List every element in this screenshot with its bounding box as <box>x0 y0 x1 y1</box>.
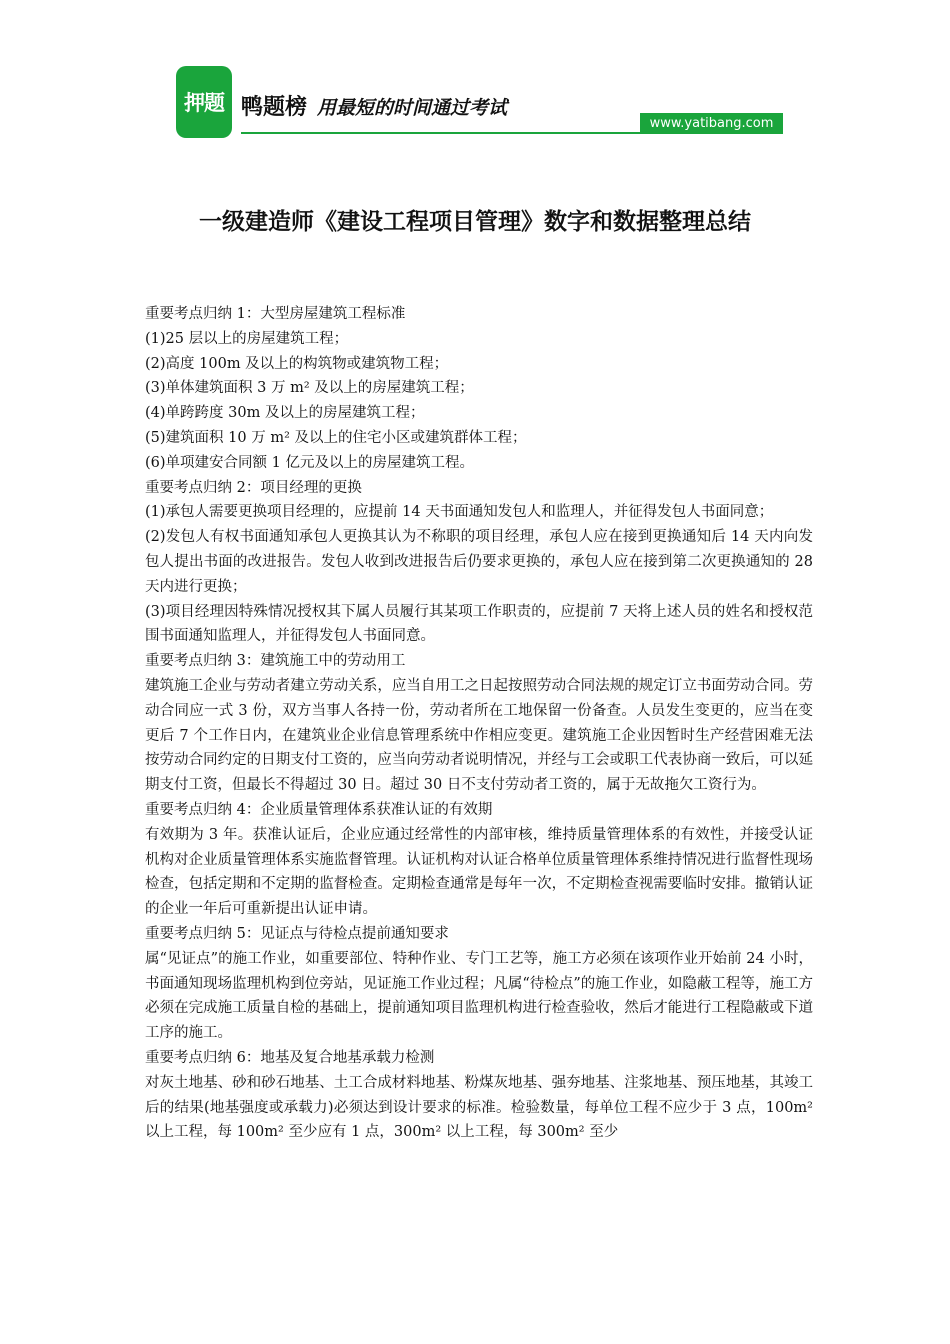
body-paragraph: (3)项目经理因特殊情况授权其下属人员履行其某项工作职责的，应提前 7 天将上述人员的姓名和授权范围书面通知监理人，并征得发包人书面同意。 <box>145 603 813 645</box>
section-heading: 重要考点归纳 3：建筑施工中的劳动用工 <box>145 653 406 670</box>
logo-badge <box>176 66 232 138</box>
brand-slogan: 用最短的时间通过考试 <box>317 97 508 119</box>
section-heading: 重要考点归纳 5：见证点与待检点提前通知要求 <box>145 925 449 942</box>
section-heading: 重要考点归纳 2：项目经理的更换 <box>145 479 362 496</box>
body-paragraph: (1)25 层以上的房屋建筑工程； <box>145 330 349 347</box>
body-paragraph: (2)发包人有权书面通知承包人更换其认为不称职的项目经理，承包人应在接到更换通知后 14 天内向发包人提出书面的改进报告。发包人收到改进报告后仍要求更换的，承包人应在接到第二次更换通知的 28 天内进行更换； <box>145 529 813 595</box>
section-heading: 重要考点归纳 1：大型房屋建筑工程标准 <box>145 306 406 322</box>
website-url: www.yatibang.com <box>649 116 774 131</box>
document-body <box>145 302 813 1145</box>
website-url-bar <box>640 113 783 134</box>
body-paragraph: (3)单体建筑面积 3 万 m² 及以上的房屋建筑工程； <box>145 380 474 397</box>
body-paragraph: 建筑施工企业与劳动者建立劳动关系，应当自用工之日起按照劳动合同法规的规定订立书面劳动合同。劳动合同应一式 3 份，双方当事人各持一份，劳动者所在工地保留一份备查。人员发生变更的，应当在变更后 7 个工作日内，在建筑业企业信息管理系统中作相应变更。建筑施工企业因暂时生产经营困难无法按劳动合同约定的日期支付工资的，应当向劳动者说明情况，并经与工会或职工代表协商一致后，可以延期支付工资，但最长不得超过 30 日。超过 30 日不支付劳动者工资的，属于无故拖欠工资行为。 <box>145 677 813 794</box>
body-paragraph: (5)建筑面积 10 万 m² 及以上的住宅小区或建筑群体工程； <box>145 429 527 446</box>
body-paragraph: 属“见证点”的施工作业，如重要部位、特种作业、专门工艺等，施工方必须在该项作业开始前 24 小时，书面通知现场监理机构到位旁站，见证施工作业过程；凡属“待检点”的施工作业，如隐蔽工程等，施工方必须在完成施工质量自检的基础上，提前通知项目监理机构进行检查验收，然后才能进行工程隐蔽或下道工序的施工。 <box>145 950 813 1042</box>
body-paragraph: (4)单跨跨度 30m 及以上的房屋建筑工程； <box>145 405 425 422</box>
section-heading: 重要考点归纳 6：地基及复合地基承载力检测 <box>145 1049 435 1066</box>
body-paragraph: 有效期为 3 年。获准认证后，企业应通过经常性的内部审核，维持质量管理体系的有效性，并接受认证机构对企业质量管理体系实施监督管理。认证机构对认证合格单位质量管理体系维持情况进行监督性现场检查，包括定期和不定期的监督检查。定期检查通常是每年一次，不定期检查视需要临时安排。撤销认证的企业一年后可重新提出认证申请。 <box>145 826 813 918</box>
body-paragraph: (1)承包人需要更换项目经理的，应提前 14 天书面通知发包人和监理人，并征得发包人书面同意； <box>145 504 774 521</box>
document-title: 一级建造师《建设工程项目管理》数字和数据整理总结 <box>199 209 751 235</box>
body-paragraph: 对灰土地基、砂和砂石地基、土工合成材料地基、粉煤灰地基、强夯地基、注浆地基、预压地基，其竣工后的结果(地基强度或承载力)必须达到设计要求的标准。检验数量，每单位工程不应少于 3 点，100m² 以上工程，每 100m² 至少应有 1 点，300m² 以上工程，每 300m² 至少 <box>145 1074 813 1141</box>
header-divider <box>241 132 640 134</box>
logo-badge-text: 押题 <box>184 91 224 115</box>
page-header <box>0 0 950 160</box>
body-paragraph: (2)高度 100m 及以上的构筑物或建筑物工程； <box>145 355 449 372</box>
brand-name: 鸭题榜 <box>241 95 308 120</box>
section-heading: 重要考点归纳 4：企业质量管理体系获准认证的有效期 <box>145 801 493 818</box>
body-paragraph: (6)单项建安合同额 1 亿元及以上的房屋建筑工程。 <box>145 454 474 471</box>
